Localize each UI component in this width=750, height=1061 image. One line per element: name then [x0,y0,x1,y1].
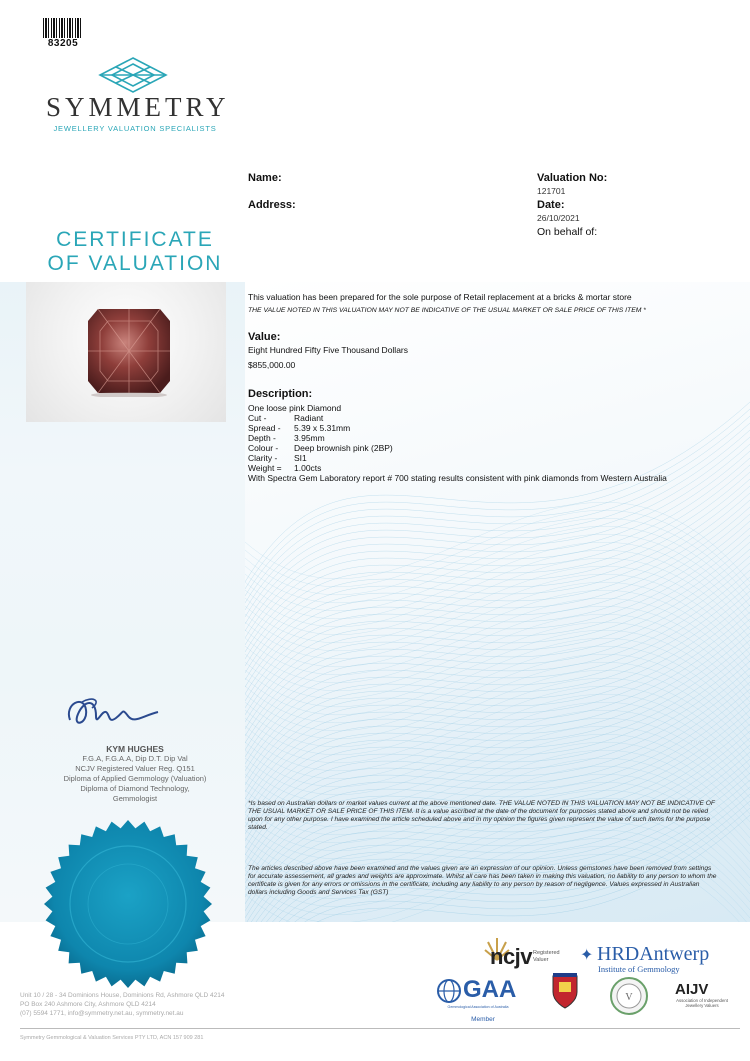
description-key: Spread - [248,423,281,433]
gaa-logo-text: GAA [463,976,517,1003]
gaa-globe-icon [436,978,462,1004]
barcode-number: 83205 [47,38,79,49]
name-label: Name: [248,172,282,184]
description-value: SI1 [294,453,307,463]
ncjv-logo-text: ncjv [490,944,533,969]
signer-block [40,744,230,804]
description-key: Weight = [248,463,282,473]
description-row [248,453,718,463]
aijv-logo-text: AIJV [675,981,709,998]
description-row [248,443,718,453]
ncjv-sub [533,950,560,964]
ncjv-sub-line1: Registered [533,950,560,956]
date-label: Date: [537,199,565,211]
description-key: Depth - [248,433,276,443]
behalf-label: On behalf of: [537,226,598,238]
brand-tagline: JEWELLERY VALUATION SPECIALISTS [53,124,217,133]
description-key: Cut - [248,413,267,423]
description-report: With Spectra Gem Laboratory report # 700 stating results consistent with pink diamonds from Western Australia [248,473,667,483]
signer-credential: F.G.A, F.G.A.A, Dip D.T. Dip Val [82,754,188,763]
valuer-badge-icon [609,976,649,1016]
value-amount: $855,000.00 [248,360,296,370]
symmetry-logo-icon [98,56,168,94]
certificate-title [40,228,230,276]
purpose-statement: This valuation has been prepared for the sole purpose of Retail replacement at a bricks & mortar store [248,292,632,302]
valuation-disclaimer: The articles described above have been examined and the values given are an expression of our opinion. Unless gemstones have been removed from settings for accurate assessement, all grades and weights are approximate. Whilst all care has been taken in making this valuation, no liability to any person to whom the certificate is given for any errors or omissions in the certificate, including any liability to any person by reason of negligence. Values expressed in Australian dollars including Goods and Services Tax (GST) [248,865,717,896]
gaa-sub: Gemmological Association of Australia [447,1005,509,1009]
description-key: Clarity - [248,453,278,463]
signer-name: KYM HUGHES [106,744,164,754]
valuation-footnote: *Is based on Australian dollars or market values current at the above mentioned date. THE VALUE NOTED IN THIS VALUATION MAY NOT BE INDICATIVE OF THE USUAL MARKET OR SALE PRICE OF THIS ITEM. It is a value ascribed at the date of the document for purposes stated above and should not be relied upon for any other purpose. I have examined the article scheduled above and in my opinion the figures given represent the value of such items for the purpose stated. [248,800,715,831]
purpose-disclaimer: THE VALUE NOTED IN THIS VALUATION MAY NOT BE INDICATIVE OF THE USUAL MARKET OR SALE PRICE OF THIS ITEM * [248,307,646,314]
description-item: One loose pink Diamond [248,403,342,413]
aijv-sub: Association of Independent Jewellery Valuers [676,998,728,1008]
address-label: Address: [248,199,296,211]
diamond-image-icon [84,305,174,397]
hrd-star-icon: ✦ [580,947,594,964]
footer-contact-line: (07) 5594 1771, info@symmetry.net.au, symmetry.net.au [20,1010,184,1017]
footer-address2: PO Box 240 Ashmore City, Ashmore QLD 4214 [20,1001,156,1008]
description-value: Radiant [294,413,324,423]
footer-contact [20,991,350,1018]
description-row [248,423,718,433]
description-value: 5.39 x 5.31mm [294,423,351,433]
signature-image [62,690,162,735]
description-block [248,403,718,483]
footer-address1: Unit 10 / 28 - 34 Dominions House, Dominions Rd, Ashmore QLD 4214 [20,992,225,999]
certificate-title-line1: CERTIFICATE [56,228,214,251]
hrd-sub: Institute of Gemmology [598,964,680,974]
signer-credential: Gemmologist [112,794,158,803]
description-value: 3.95mm [294,433,325,443]
signer-credential: Diploma of Diamond Technology, [80,784,190,793]
signer-credential: Diploma of Applied Gemmology (Valuation) [63,774,207,783]
value-heading: Value: [248,331,281,343]
gaa-member-label: Member [471,1016,495,1023]
crest-icon [549,972,581,1012]
description-row [248,433,718,443]
certificate-title-line2: OF VALUATION [47,252,223,275]
footer-company: Symmetry Gemmological & Valuation Services PTY LTD, ACN 157 909 281 [20,1035,204,1041]
description-heading: Description: [248,388,313,400]
hrd-main-text: HRD [597,943,640,965]
brand-name: SYMMETRY [46,92,230,122]
description-value: Deep brownish pink (2BP) [294,443,393,453]
description-row [248,413,718,423]
svg-text:V: V [625,992,633,1003]
description-key: Colour - [248,443,279,453]
signer-credential: NCJV Registered Valuer Reg. Q151 [75,764,195,773]
hrd-second-text: Antwerp [639,943,710,965]
ncjv-sub-line2: Valuer [533,957,549,963]
value-words: Eight Hundred Fifty Five Thousand Dollars [248,345,409,355]
footer-divider [20,1028,740,1029]
embossed-seal-icon [42,818,214,990]
barcode-bars [43,18,83,38]
valuation-no-value: 121701 [537,186,566,196]
description-value: 1.00cts [294,463,322,473]
barcode [40,18,86,54]
hrd-logo [597,943,709,966]
valuation-no-label: Valuation No: [537,172,608,184]
description-row [248,463,718,473]
date-value: 26/10/2021 [537,213,580,223]
